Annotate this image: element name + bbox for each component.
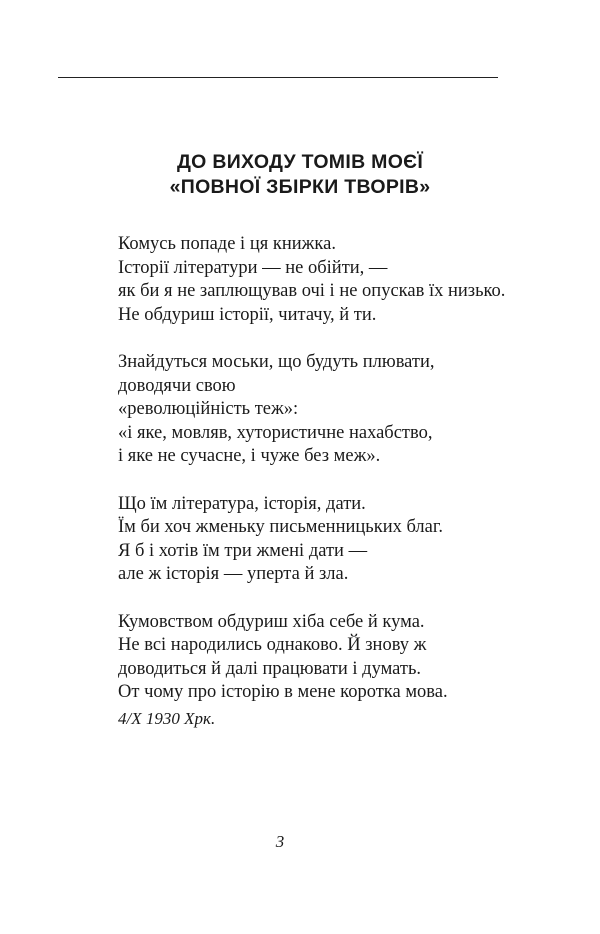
poem-title-line-1: ДО ВИХОДУ ТОМІВ МОЄЇ [176,151,424,173]
poem-title [0,150,600,200]
poem-line: Історії літератури — не обійти, — [118,257,388,278]
poem-line: Я б і хотів їм три жмені дати — [118,540,368,561]
poem-line: як би я не заплющував очі і не опускав їх низько. [118,281,506,302]
page-number: 3 [275,832,285,851]
poem-line: От чому про історію в мене коротка мова. [118,682,448,703]
stanza-3 [118,493,558,587]
stanza-2 [118,351,558,469]
poem-line: Комусь попаде і ця книжка. [118,234,336,254]
poem-line: Їм би хоч жменьку письменницьких благ. [118,517,444,538]
poem-line: доводиться й далі працювати і думать. [118,658,422,679]
poem-line: і яке не сучасне, і чуже без меж». [118,446,381,467]
poem-line: доводячи свою [118,375,236,396]
poem-line: «і яке, мовляв, хутористичне нахабство, [118,422,433,443]
poem-line: «революційність теж»: [118,399,299,420]
stanza-4 [118,611,558,705]
poem-body [118,233,558,728]
poem-title-line-2: «ПОВНОЇ ЗБІРКИ ТВОРІВ» [169,176,431,198]
poem-line: Кумовством обдуриш хіба себе й кума. [118,611,425,632]
poem-line: Що їм література, історія, дати. [118,493,366,514]
poem-line: Знайдуться моськи, що будуть плювати, [118,351,435,372]
poem-line: Не обдуриш історії, читачу, й ти. [118,304,377,325]
top-rule [58,77,498,78]
poem-line: Не всі народились однаково. Й знову ж [118,635,427,656]
poem-line: але ж історія — уперта й зла. [118,564,349,585]
poem-date: 4/X 1930 Хрк. [118,709,216,728]
stanza-1 [118,233,558,327]
